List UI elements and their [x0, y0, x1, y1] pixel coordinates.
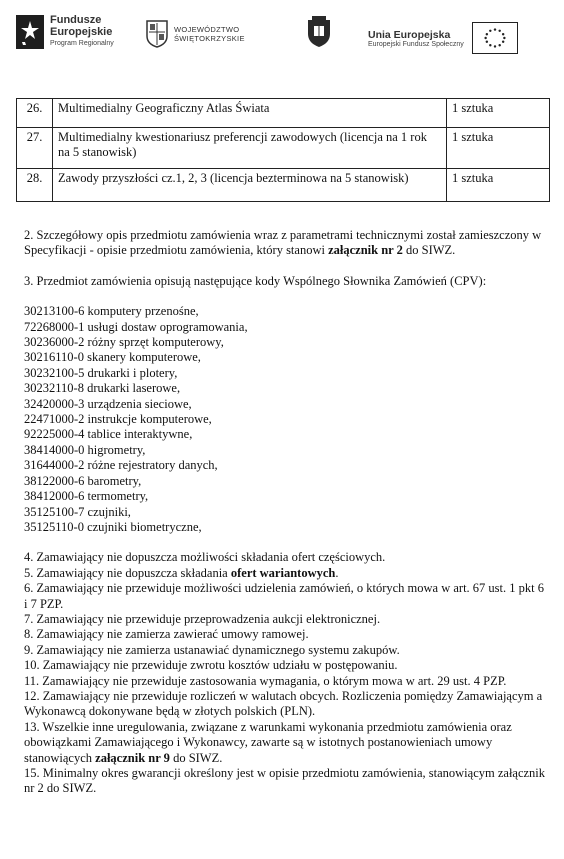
- cpv-code: 72268000-1 usługi dostaw oprogramowania,: [24, 319, 248, 334]
- logo-header: [0, 0, 564, 72]
- point-5-tail: .: [335, 565, 339, 580]
- point-9: 9. Zamawiający nie zamierza ustanawiać dynamicznego systemu zakupów.: [24, 642, 400, 657]
- point-11: 11. Zamawiający nie przewiduje zastosowania wymagania, o którym mowa w art. 29 ust. 4 PZP.: [24, 673, 507, 688]
- point-6: 6. Zamawiający nie przewiduje możliwości udzielenia zamówień, o których mowa w art. 67 ust. 1 pkt 6 i 7 PZP.: [24, 581, 544, 611]
- point-15: 15. Minimalny okres gwarancji określony jest w opisie przedmiotu zamówienia, stanowiącym załącznik nr 2 do SIWZ.: [24, 766, 546, 796]
- point-7: 7. Zamawiający nie przewiduje przeprowadzenia aukcji elektronicznej.: [24, 611, 381, 626]
- document-body: [24, 228, 548, 797]
- items-table: [16, 98, 550, 202]
- point-5-bold: ofert wariantowych: [230, 565, 336, 580]
- cpv-code: 31644000-2 różne rejestratory danych,: [24, 458, 218, 473]
- point-12: 12. Zamawiający nie przewiduje rozliczeń w walutach obcych. Rozliczenia pomiędzy Zamawiającym a Wykonawcą dokonywane będą w złotych polskich (PLN).: [24, 688, 543, 719]
- woj-line1: WOJEWÓDZTWO: [174, 25, 240, 34]
- section-3-intro: 3. Przedmiot zamówienia opisują następujące kody Wspólnego Słownika Zamówień (CPV):: [24, 273, 487, 288]
- row-name: Zawody przyszłości cz.1, 2, 3 (licencja bezterminowa na 5 stanowisk): [53, 169, 447, 202]
- point-5: [24, 566, 548, 581]
- fe-line2: Europejskie: [50, 26, 113, 38]
- row-name: Multimedialny Geograficzny Atlas Świata: [53, 99, 447, 128]
- cpv-code: 30213100-6 komputery przenośne,: [24, 304, 199, 319]
- point-13: [24, 720, 548, 766]
- cpv-code: 35125110-0 czujniki biometryczne,: [24, 519, 202, 534]
- cpv-code: 38122000-6 barometry,: [24, 473, 142, 488]
- cpv-code-list: [24, 304, 548, 535]
- ue-subtitle: Europejski Fundusz Społeczny: [368, 40, 464, 48]
- point-5-text: 5. Zamawiający nie dopuszcza składania: [24, 565, 231, 580]
- fundusze-europejskie-logo: [16, 14, 114, 50]
- cpv-code: 30216110-0 skanery komputerowe,: [24, 350, 201, 365]
- point-8: 8. Zamawiający nie zamierza zawierać umowy ramowej.: [24, 627, 309, 642]
- city-crest-icon: [306, 16, 332, 48]
- table-row: [17, 99, 550, 128]
- fe-star-icon: [16, 15, 44, 49]
- cpv-code: 92225000-4 tablice interaktywne,: [24, 427, 193, 442]
- row-name: Multimedialny kwestionariusz preferencji zawodowych (licencja na 1 rok na 5 stanowisk): [53, 128, 447, 169]
- point-4: 4. Zamawiający nie dopuszcza możliwości składania ofert częściowych.: [24, 550, 386, 565]
- cpv-code: 35125100-7 czujniki,: [24, 504, 131, 519]
- table-row: [17, 169, 550, 202]
- row-quantity: 1 sztuka: [447, 99, 550, 128]
- eu-flag-icon: [472, 22, 518, 54]
- fe-line1: Fundusze: [50, 14, 102, 26]
- wojewodztwo-logo: [146, 20, 245, 48]
- row-number: 26.: [17, 99, 53, 128]
- cpv-code: 22471000-2 instrukcje komputerowe,: [24, 412, 212, 427]
- cpv-code: 30236000-2 różny sprzęt komputerowy,: [24, 335, 224, 350]
- woj-line2: ŚWIĘTOKRZYSKIE: [174, 34, 245, 43]
- row-number: 27.: [17, 128, 53, 169]
- fe-line3: Program Regionalny: [50, 40, 114, 47]
- table-row: [17, 128, 550, 169]
- row-number: 28.: [17, 169, 53, 202]
- cpv-code: 30232100-5 drukarki i plotery,: [24, 365, 178, 380]
- point-10: 10. Zamawiający nie przewiduje zwrotu kosztów udziału w postępowaniu.: [24, 658, 398, 673]
- unia-europejska-logo: [368, 22, 518, 54]
- cpv-code: 30232110-8 drukarki laserowe,: [24, 381, 181, 396]
- ue-title: Unia Europejska: [368, 28, 451, 41]
- cpv-code: 32420000-3 urządzenia sieciowe,: [24, 396, 192, 411]
- row-quantity: 1 sztuka: [447, 169, 550, 202]
- cpv-code: 38412000-6 termometry,: [24, 489, 149, 504]
- section-2-bold: załącznik nr 2: [328, 243, 403, 258]
- section-2-text: 2. Szczegółowy opis przedmiotu zamówienia wraz z parametrami technicznymi został zamieszczony w Specyfikacji - opisie przedmiotu zamówienia, który stanowi: [24, 228, 542, 258]
- row-quantity: 1 sztuka: [447, 128, 550, 169]
- section-2: [24, 228, 548, 259]
- point-13-text: 13. Wszelkie inne uregulowania, związane z warunkami wykonania przedmiotu zamówienia oraz obowiązkami Zamawiającego i Wykonawcy, zawarte są w istotnych postanowieniach umowy stanowiących: [24, 719, 512, 765]
- point-13-bold: załącznik nr 9: [95, 750, 170, 765]
- cpv-code: 38414000-0 higrometry,: [24, 442, 146, 457]
- shield-icon: [146, 20, 168, 48]
- point-13-tail: do SIWZ.: [169, 750, 223, 765]
- section-2-tail: do SIWZ.: [402, 243, 456, 258]
